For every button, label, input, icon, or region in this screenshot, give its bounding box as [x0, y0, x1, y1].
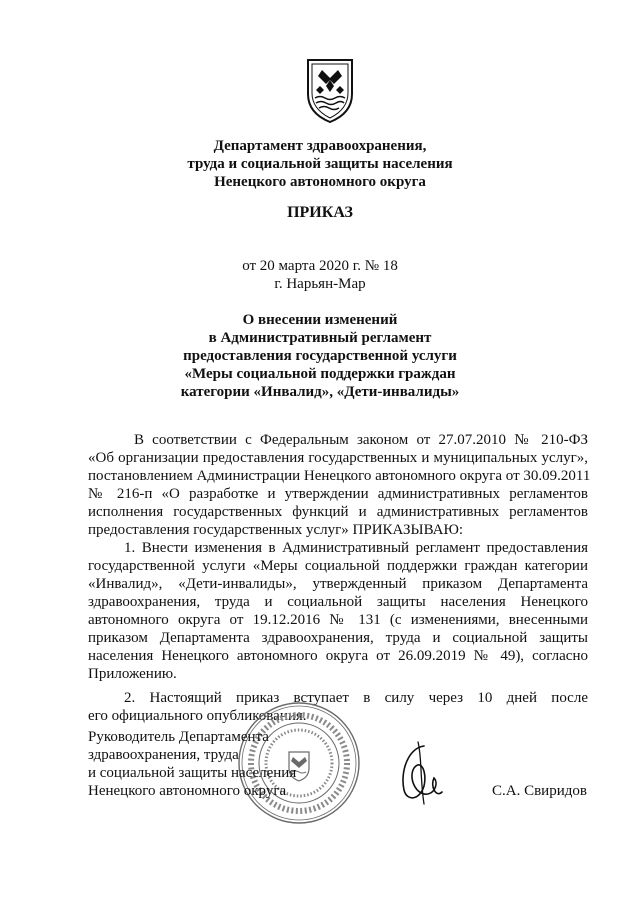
- signatory-title-line-4: Ненецкого автономного округа: [88, 783, 287, 799]
- signatory-title-line-2: здравоохранения, труда: [88, 747, 239, 763]
- signatory-name: С.А. Свиридов: [492, 783, 587, 799]
- body-line: 1. Внести изменения в Административный регламент предоставления: [124, 540, 588, 556]
- org-name-line-3: Ненецкого автономного округа: [214, 174, 426, 190]
- body-line: населения Ненецкого автономного округа от 26.09.2019 № 49), согласно: [88, 648, 588, 664]
- signatory-title-line-3: и социальной защиты населения: [88, 765, 297, 781]
- body-line: постановлением Администрации Ненецкого автономного округа от 30.09.2011: [88, 468, 591, 484]
- document-type: ПРИКАЗ: [287, 204, 353, 221]
- city: г. Нарьян-Мар: [274, 276, 366, 292]
- body-line: № 216-п «О разработке и утверждении административных регламентов: [88, 486, 588, 502]
- body-line: государственной услуги «Меры социальной поддержки граждан категории: [88, 558, 588, 574]
- body-line: автономного округа от 19.12.2016 № 131 (с изменениями, внесенными: [88, 612, 588, 628]
- body-line: В соответствии с Федеральным законом от 27.07.2010 № 210-ФЗ: [134, 432, 588, 448]
- official-seal: [236, 700, 362, 826]
- handwritten-signature: [394, 738, 446, 808]
- date-and-number: от 20 марта 2020 г. № 18: [242, 258, 398, 274]
- coat-of-arms-emblem: [300, 56, 360, 124]
- title-line-5: категории «Инвалид», «Дети-инвалиды»: [180, 384, 460, 400]
- title-line-1: О внесении изменений: [242, 312, 398, 328]
- body-line: 2. Настоящий приказ вступает в силу через 10 дней после: [124, 690, 588, 706]
- title-line-3: предоставления государственной услуги: [183, 348, 457, 364]
- body-line: его официального опубликования.: [88, 708, 307, 724]
- body-line: «Инвалид», «Дети-инвалиды», утвержденный приказом Департамента: [88, 576, 588, 592]
- title-line-4: «Меры социальной поддержки граждан: [184, 366, 456, 382]
- body-line: здравоохранения, труда и социальной защиты населения Ненецкого: [88, 594, 588, 610]
- body-line: «Об организации предоставления государственных и муниципальных услуг»,: [88, 450, 588, 466]
- signatory-title-line-1: Руководитель Департамента: [88, 729, 269, 745]
- body-line: исполнения государственных функций и административных регламентов: [88, 504, 588, 520]
- body-line: приказом Департамента здравоохранения, труда и социальной защиты: [88, 630, 588, 646]
- org-name-line-2: труда и социальной защиты населения: [187, 156, 453, 172]
- body-line: предоставления государственных услуг» ПРИКАЗЫВАЮ:: [88, 522, 464, 538]
- title-line-2: в Административный регламент: [208, 330, 432, 346]
- body-line: Приложению.: [88, 666, 177, 682]
- org-name-line-1: Департамент здравоохранения,: [213, 138, 427, 154]
